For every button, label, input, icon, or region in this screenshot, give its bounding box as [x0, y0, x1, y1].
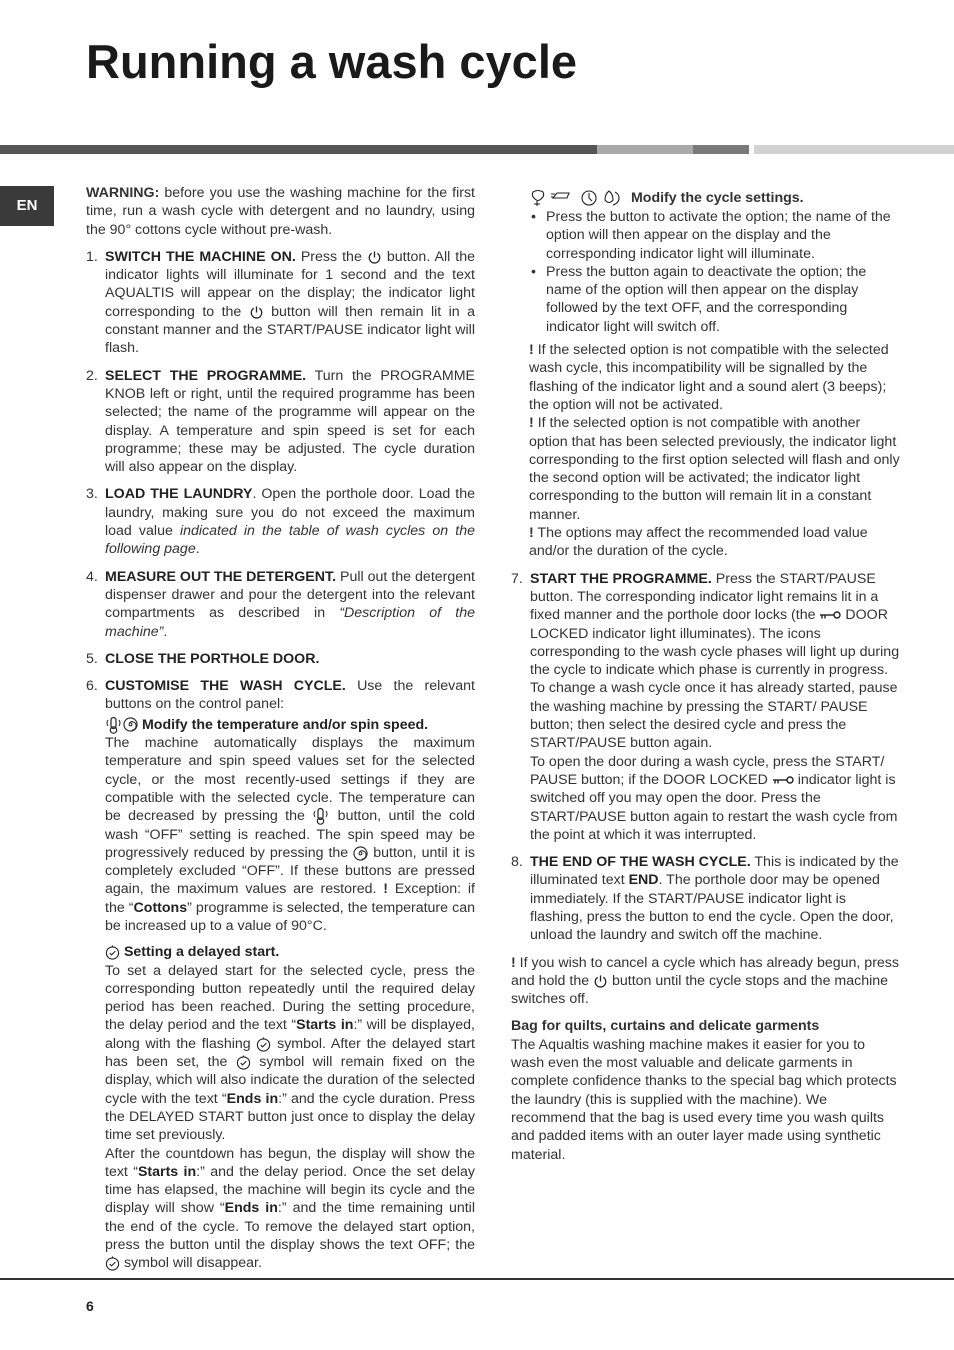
- delay-icon: [236, 1055, 251, 1070]
- step-switch-on: 1. SWITCH THE MACHINE ON. Press the button. All the indicator lights will illuminate for 1 second and the text AQUALTIS will appear on the display; the indicator light corresponding to the button will then remain lit in a constant manner and the START/PAUSE indicator light will flash.: [86, 248, 475, 357]
- bag-heading: Bag for quilts, curtains and delicate garments: [511, 1018, 820, 1035]
- temperature-spin-section: Modify the temperature and/or spin speed. The machine automatically displays the maximum temperature and spin speed values set for the selected cycle, or the most recently-used settings if they are compatible with the selected cycle. The temperature can be decreased by pressing the button, until the cold wash “OFF” setting is reached. The spin speed may be progressively reduced by pressing the button, until it is completely excluded “OFF”. If these buttons are pressed again, the maximum values are restored. ! Exception: if the “Cottons” programme is selected, the temperature can be increased up to a value of 90°C.: [105, 716, 475, 934]
- step-select-programme: 2. SELECT THE PROGRAMME. Turn the PROGRAMME KNOB left or right, until the required programme has been selected; the name of the programme will appear on the display. A temperature and spin speed is set for each programme; these may be adjusted. The cycle duration will also appear on the display.: [86, 367, 475, 476]
- bag-paragraph: The Aqualtis washing machine makes it easier for you to wash even the most valuable and delicate garments in complete confidence thanks to the special bag which protects the laundry (this is supplied with the machine). We recommend that the bag is used every time you wash quilts and padded items with an outer layer made using synthetic material.: [511, 1036, 897, 1163]
- step-heading: THE END OF THE WASH CYCLE.: [530, 854, 751, 871]
- step-end-cycle: 8. THE END OF THE WASH CYCLE. This is indicated by the illuminated text END. The porthole door may be opened immediately. If the START/PAUSE indicator light is flashing, press the button to end the cycle. Open the door, unload the laundry and switch off the machine.: [511, 854, 899, 944]
- delayed-start-section: Setting a delayed start. To set a delayed start for the selected cycle, press the corresponding button repeatedly until the required delay period has been reached. During the setting procedure, the delay period and the text “Starts in:” will be displayed, along with the flashing symbol. After the delayed start has been set, the symbol will remain fixed on the display, which will also indicate the duration of the selected cycle with the text “Ends in:” and the cycle duration. Press the DELAYED START button just once to display the delay time set previously. After the countdown has begun, the display will show the text “Starts in:” and the delay period. Once the set delay time has elapsed, the machine will begin its cycle and the display will show “Ends in:” and the time remaining until the end of the cycle. To remove the delayed start option, press the button until the display shows the text OFF; the symbol will disappear.: [105, 944, 475, 1272]
- step-heading: START THE PROGRAMME.: [530, 570, 712, 587]
- note-paragraph: ! If the selected option is not compatible with another option that has been selected previously, the indicator light corresponding to the first option selected will flash and only the second option will be activated; the indicator light corresponding to the button will remain lit in a constant manner.: [529, 415, 900, 523]
- step-heading: MEASURE OUT THE DETERGENT.: [105, 568, 337, 585]
- warning-paragraph: WARNING: before you use the washing machine for the first time, run a wash cycle with detergent and no laundry, using the 90° cottons cycle without pre-wash.: [86, 185, 475, 238]
- options-section: [511, 188, 901, 561]
- header-bar-dark2: [693, 145, 749, 154]
- temperature-icon: [312, 807, 330, 825]
- step-heading: CUSTOMISE THE WASH CYCLE.: [105, 678, 346, 695]
- header-bar-light: [754, 145, 954, 154]
- power-icon: [593, 974, 608, 989]
- step-load-laundry: 3. LOAD THE LAUNDRY. Open the porthole door. Load the laundry, making sure you do not exceed the maximum load value indicated in the table of wash cycles on the following page.: [86, 486, 475, 558]
- step-measure-detergent: 4. MEASURE OUT THE DETERGENT. Pull out the detergent dispenser drawer and pour the detergent into the relevant compartments as described in “Description of the machine”.: [86, 568, 475, 640]
- step-heading: LOAD THE LAUNDRY: [105, 486, 253, 503]
- step-heading: CLOSE THE PORTHOLE DOOR.: [105, 650, 320, 667]
- option-icons: [529, 188, 627, 208]
- step-heading: SWITCH THE MACHINE ON.: [105, 248, 296, 265]
- warning-label: WARNING:: [86, 185, 160, 201]
- header-bar-dark: [0, 145, 597, 154]
- power-icon: [249, 305, 264, 320]
- key-icon: [819, 609, 841, 621]
- temperature-spin-heading: Modify the temperature and/or spin speed.: [141, 716, 429, 733]
- note-paragraph: ! If the selected option is not compatible with the selected wash cycle, this incompatibility will be signalled by the flashing of the indicator light and a sound alert (3 beeps); the option will not be activated.: [529, 342, 889, 413]
- left-column: [86, 184, 475, 1273]
- options-heading-row: [529, 188, 901, 208]
- cancel-paragraph: ! If you wish to cancel a cycle which has already begun, press and hold the button until the cycle stops and the machine switches off.: [511, 954, 899, 1008]
- step-customise: 6. CUSTOMISE THE WASH CYCLE. Use the relevant buttons on the control panel: Modify the temperature and/or spin speed. The machine automatically displays the maximum temperature and spin speed values set for the selected cycle, or the most recently-used settings if they are compatible with the selected cycle. The temperature can be decreased by pressing the button, until the cold wash “OFF” setting is reached. The spin speed may be progressively reduced by pressing the button, until it is completely excluded “OFF”. If these buttons are pressed again, the maximum values are restored. ! Exception: if the “Cottons” programme is selected, the temperature can be increased up to a value of 90°C. Setting a delayed start. To set a delayed start for the selected cycle, press the corresponding button repeatedly until the required delay period has been reached. During the setting procedure, the delay period and the text “Starts in:” will be displayed, along with the flashing symbol. After the delayed start has been set, the symbol will remain fixed on the display, which will also indicate the duration of the selected cycle with the text “Ends in:” and the cycle duration. Press the DELAYED START button just once to display the delay time set previously. After the countdown has begun, the display will show the text “Starts in:” and the delay period. Once the set delay time has elapsed, the machine will begin its cycle and the display will show “Ends in:” and the time remaining until the end of the cycle. To remove the delayed start option, press the button until the display shows the text OFF; the symbol will disappear.: [86, 678, 475, 1272]
- step-start-programme: 7. START THE PROGRAMME. Press the START/PAUSE button. The corresponding indicator light remains lit in a fixed manner and the porthole door locks (the DOOR LOCKED indicator light illuminates). The icons corresponding to the wash cycle phases will light up during the cycle to indicate which phase is currently in progress. To change a wash cycle once it has already started, pause the washing machine by pressing the START/ PAUSE button; then select the desired cycle and press the START/PAUSE button again. To open the door during a wash cycle, press the START/ PAUSE button; if the DOOR LOCKED indicator light is switched off you may open the door. Press the START/PAUSE button again to restart the wash cycle from the point at which it was interrupted.: [511, 570, 900, 843]
- spin-icon: [353, 846, 368, 861]
- options-heading: Modify the cycle settings.: [630, 189, 804, 206]
- right-column: [511, 188, 901, 1164]
- temperature-icon: [105, 716, 123, 734]
- key-icon: [772, 774, 794, 786]
- spin-icon: [123, 717, 138, 732]
- footer-rule: [0, 1278, 954, 1280]
- delayed-start-heading: Setting a delayed start.: [123, 944, 280, 961]
- note-paragraph: ! The options may affect the recommended load value and/or the duration of the cycle.: [529, 525, 868, 560]
- page-number: 6: [86, 1298, 94, 1314]
- delay-icon: [105, 945, 120, 960]
- power-icon: [367, 250, 382, 265]
- delay-icon: [105, 1256, 120, 1271]
- step-close-door: 5. CLOSE THE PORTHOLE DOOR.: [86, 650, 320, 667]
- header-bar-mid: [597, 145, 693, 154]
- step-heading: SELECT THE PROGRAMME.: [105, 367, 307, 384]
- options-bullet: • Press the button to activate the option; the name of the option will then appear on the display and the corresponding indicator light will illuminate.: [531, 209, 891, 262]
- options-bullet: • Press the button again to deactivate the option; the name of the option will then appear on the display followed by the text OFF, and the corresponding indicator light will switch off.: [531, 263, 867, 335]
- language-tab: EN: [0, 186, 54, 226]
- page-title: Running a wash cycle: [86, 35, 578, 88]
- delay-icon: [256, 1037, 271, 1052]
